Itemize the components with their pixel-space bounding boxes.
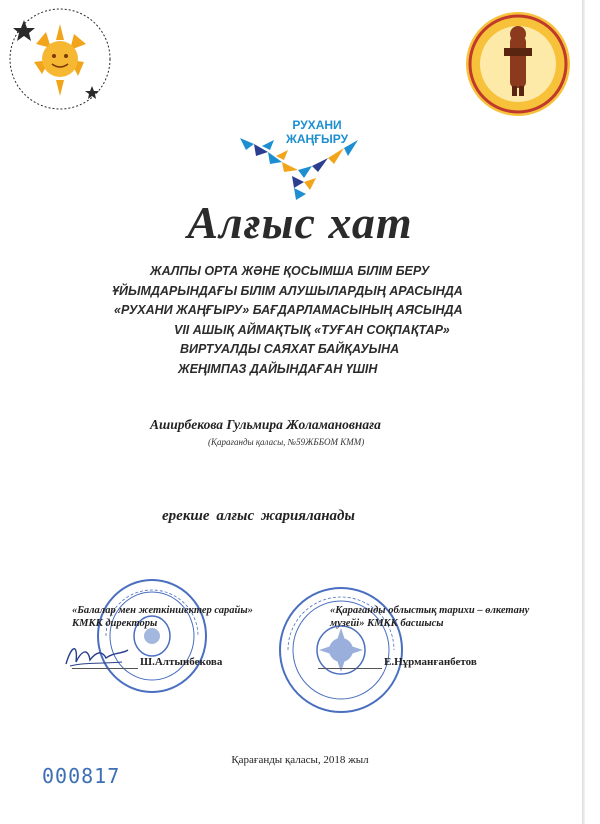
round-stamp-left (94, 576, 210, 696)
body-line-4: VII АШЫҚ АЙМАҚТЫҚ «ТУҒАН СОҚПАҚТАР» (174, 322, 450, 337)
serial-number: 000817 (42, 764, 121, 788)
signatory-left-org: «Балалар мен жеткіншектер сарайы» (72, 605, 253, 616)
body-line-5: ВИРТУАЛДЫ САЯХАТ БАЙҚАУЫНА (180, 342, 400, 356)
page-title: Алғыс хат (187, 197, 413, 248)
signatory-right-name: Е.Нұрманғанбетов (384, 656, 477, 668)
page-edge (582, 0, 585, 824)
sun-emblem-icon (4, 4, 116, 114)
signature-line-left (72, 668, 138, 669)
body-text (100, 262, 500, 379)
signature-line-right (318, 668, 382, 669)
rukhani-logo-text (286, 118, 348, 146)
signatory-left-title: КМКК директоры (72, 618, 158, 629)
recipient-name: Аширбекова Гульмира Жоламановнаға (150, 417, 381, 432)
signatory-right (330, 604, 529, 630)
rukhani-line-1: РУХАНИ (292, 118, 342, 132)
body-line-6: ЖЕҢІМПАЗ ДАЙЫНДАҒАН ҮШІН (178, 361, 378, 376)
announcement: ерекше алғыс жарияланады (162, 508, 355, 524)
footer-place-date: Қарағанды қаласы, 2018 жыл (231, 754, 369, 766)
body-line-1: ЖАЛПЫ ОРТА ЖӘНЕ ҚОСЫМША БІЛІМ БЕРУ (150, 264, 430, 278)
signatory-left (72, 604, 253, 630)
body-line-2: ҰЙЫМДАРЫНДАҒЫ БІЛІМ АЛУШЫЛАРДЫҢ АРАСЫНДА (112, 283, 463, 298)
body-line-3: «РУХАНИ ЖАҢҒЫРУ» БАҒДАРЛАМАСЫНЫҢ АЯСЫНДА (114, 303, 463, 317)
handwritten-signature (62, 638, 132, 672)
museum-emblem-icon (462, 8, 574, 120)
recipient-affiliation: (Қарағанды қаласы, №59ЖББОМ КММ) (208, 437, 365, 447)
signatory-right-org: «Қарағанды облыстық тарихи – өлкетану (330, 605, 530, 616)
signatory-right-title: музейі» КМКК басшысы (330, 618, 444, 629)
signatory-left-name: Ш.Алтынбекова (140, 656, 223, 668)
rukhani-line-2: ЖАҢҒЫРУ (286, 132, 349, 146)
